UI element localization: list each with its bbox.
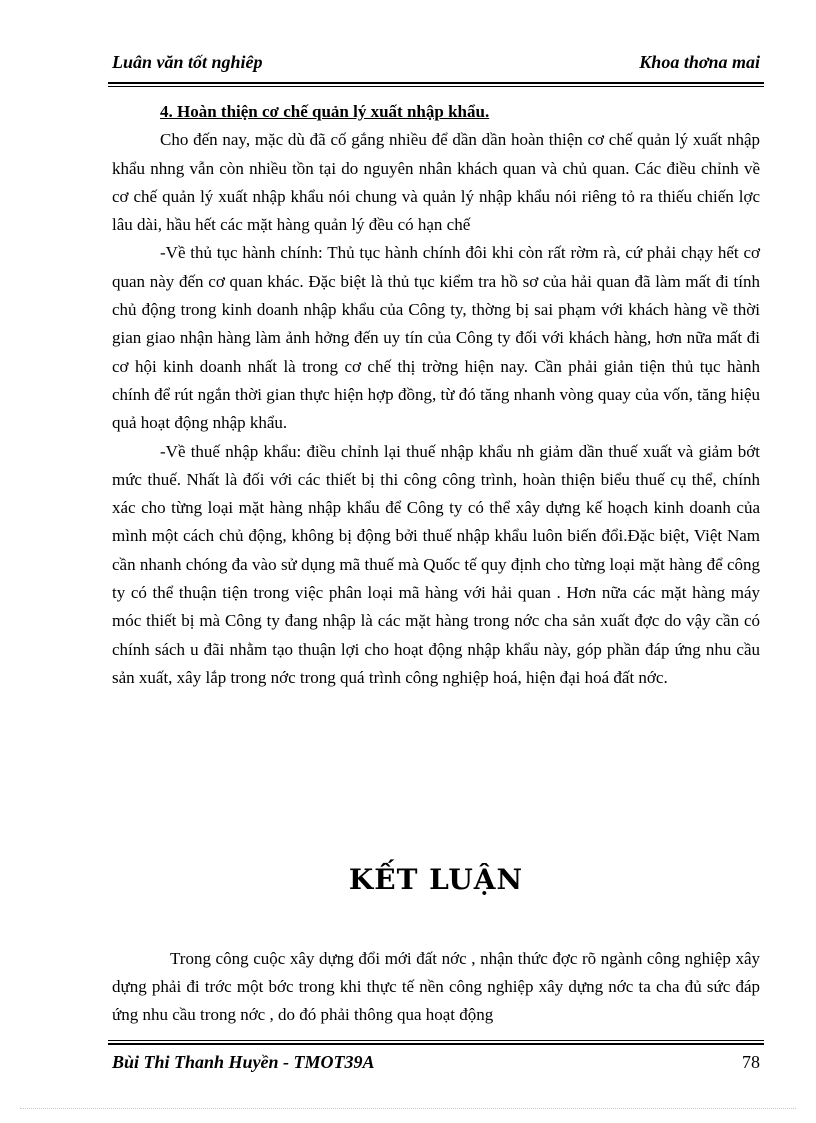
paragraph-administrative-procedures: -Về thủ tục hành chính: Thủ tục hành chính đôi khi còn rất rờm rà, cứ phải chạy hết cơ quan này đến cơ quan khác. Đặc biệt là thủ tục kiểm tra hồ sơ của hải quan đã làm mất đi tính chủ động trong kinh doanh nhập khẩu của Công ty, thờng bị sai phạm với khách hàng về thời gian giao nhận hàng làm ảnh hởng đến uy tín của Công ty đối với khách hàng, hơn nữa mất đi cơ hội kinh doanh nhất là trong cơ chế thị trờng hiện nay. Cần phải giản tiện thủ tục hành chính để rút ngắn thời gian thực hiện hợp đồng, từ đó tăng nhanh vòng quay của vốn, tăng hiệu quả hoạt động nhập khẩu. — [112, 243, 760, 433]
conclusion-title: KẾT LUẬN — [348, 863, 524, 896]
page-number: 78 — [742, 1052, 760, 1072]
conclusion-body — [112, 945, 760, 1029]
header-thesis-label: Luân văn tốt nghiêp — [112, 52, 263, 72]
paragraph-intro: Cho đến nay, mặc dù đã cố gắng nhiều để dần dần hoàn thiện cơ chế quản lý xuất nhập khẩu nhng vẫn còn nhiều tồn tại do nguyên nhân khách quan và chủ quan. Các điều chỉnh về cơ chế quản lý xuất nhập khẩu nói chung và quản lý nhập khẩu nói riêng tỏ ra thiếu chiến lợc lâu dài, hầu hết các mặt hàng quản lý đều có hạn chế — [112, 130, 760, 235]
footer-divider — [108, 1040, 764, 1045]
section-body — [112, 98, 760, 692]
section-heading: 4. Hoàn thiện cơ chế quản lý xuất nhập khẩu. — [160, 102, 490, 121]
page-edge-dotted-line — [20, 1108, 796, 1109]
page-header — [112, 52, 760, 78]
header-divider — [108, 82, 764, 87]
header-faculty-label: Khoa thơna mai — [639, 52, 760, 72]
page-footer — [112, 1052, 760, 1078]
conclusion-paragraph: Trong công cuộc xây dựng đổi mới đất nớc , nhận thức đợc rõ ngành công nghiệp xây dựng phải đi trớc một bớc trong khi thực tế nền công nghiệp xây dựng nớc ta cha đủ sức đáp ứng nhu cầu trong nớc , do đó phải thông qua hoạt động — [112, 949, 760, 1024]
paragraph-import-tax: -Về thuế nhập khẩu: điều chỉnh lại thuế nhập khẩu nh giảm dần thuế xuất và giảm bớt mức thuế. Nhất là đối với các thiết bị thi công công trình, hoàn thiện biểu thuế cụ thể, chính xác cho từng loại mặt hàng nhập khẩu để Công ty có thể xây dựng kế hoạch kinh doanh của mình một cách chủ động, không bị động bởi thuế nhập khẩu luôn biến đổi.Đặc biệt, Việt Nam cần nhanh chóng đa vào sử dụng mã thuế mà Quốc tế quy định cho từng loại mặt hàng để công ty có thể thuận tiện trong việc phân loại mã hàng với hải quan . Hơn nữa các mặt hàng máy móc thiết bị mà Công ty đang nhập là các mặt hàng trong nớc cha sản xuất đợc do vậy cần có chính sách u đãi nhằm tạo thuận lợi cho hoạt động nhập khẩu này, góp phần đáp ứng nhu cầu sản xuất, xây lắp trong nớc trong quá trình công nghiệp hoá, hiện đại hoá đất nớc. — [112, 441, 760, 687]
footer-author: Bùi Thi Thanh Huyền - TMOT39A — [112, 1052, 375, 1072]
